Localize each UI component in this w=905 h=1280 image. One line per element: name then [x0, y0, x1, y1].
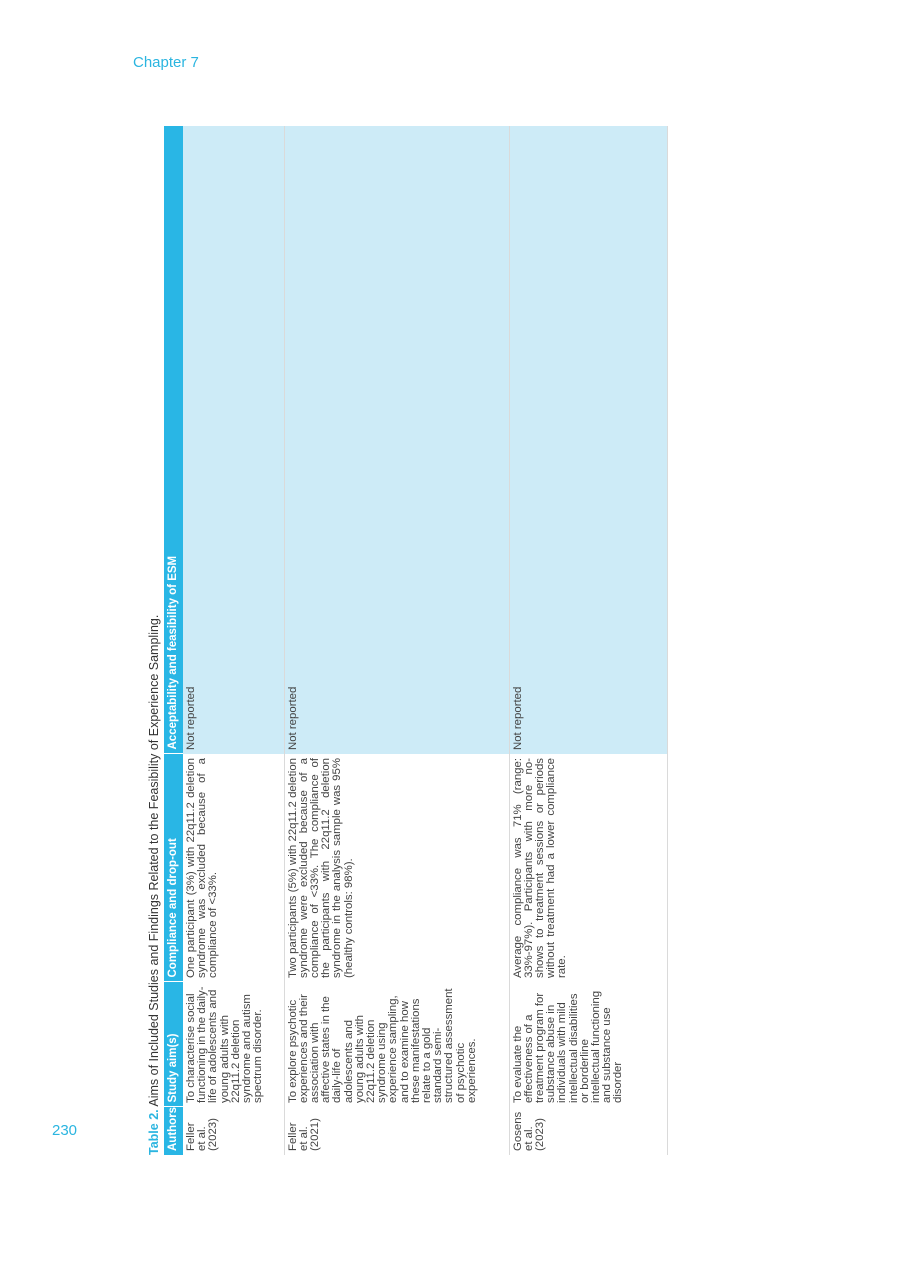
page-number: 230 — [52, 1122, 78, 1139]
cell-study-aim: To evaluate the effectiveness of a treatment program for substance abuse in individuals with mild intellectual disabilities or borderline intellectual functioning and substance use disorder — [509, 982, 667, 1107]
feasibility-table — [164, 126, 668, 1155]
rotated-table-wrapper — [144, 126, 692, 1155]
col-header-acceptability: Acceptability and feasibility of ESM — [164, 126, 183, 754]
cell-compliance: Average compliance was 71% (range: 33%-97%). Participants with more no-shows to treatment sessions or periods without treatment had a lower compliance rate. — [509, 754, 667, 982]
col-header-study-aims: Study aim(s) — [164, 982, 183, 1107]
cell-compliance: One participant (3%) with 22q11.2 deletion syndrome was excluded because of a compliance of <33%. — [183, 754, 284, 982]
table-row — [509, 126, 667, 1155]
cell-authors: Feller et al. (2021) — [284, 1107, 509, 1155]
cell-acceptability: Not reported — [183, 126, 284, 754]
table-caption-text: Aims of Included Studies and Findings Related to the Feasibility of Experience Sampling. — [147, 614, 161, 1110]
cell-authors: Feller et al. (2023) — [183, 1107, 284, 1155]
table-header-row — [164, 126, 183, 1155]
chapter-header: Chapter 7 — [133, 54, 199, 71]
table-row — [284, 126, 509, 1155]
table-caption — [144, 126, 164, 1155]
col-header-authors: Authors — [164, 1107, 183, 1155]
cell-study-aim: To characterise social functioning in the daily-life of adolescents and young adults with 22q11.2 deletion syndrome and autism spectrum disorder. — [183, 982, 284, 1107]
table-row — [183, 126, 284, 1155]
cell-acceptability: Not reported — [284, 126, 509, 754]
cell-authors: Gosens et al. (2023) — [509, 1107, 667, 1155]
table-caption-label: Table 2. — [147, 1109, 161, 1155]
col-header-compliance: Compliance and drop-out — [164, 754, 183, 982]
cell-study-aim: To explore psychotic experiences and their association with affective states in the daily-life of adolescents and young adults with 22q11.2 deletion syndrome using experience sampling, and to examine how these manifestations relate to a gold standard semi-structured assessment of psychotic experiences. — [284, 982, 509, 1107]
cell-acceptability: Not reported — [509, 126, 667, 754]
cell-compliance: Two participants (5%) with 22q11.2 deletion syndrome were excluded because of a compliance of <33%. The compliance of the participants with 22q11.2 deletion syndrome in the analysis sample was 95% (healthy controls: 98%). — [284, 754, 509, 982]
